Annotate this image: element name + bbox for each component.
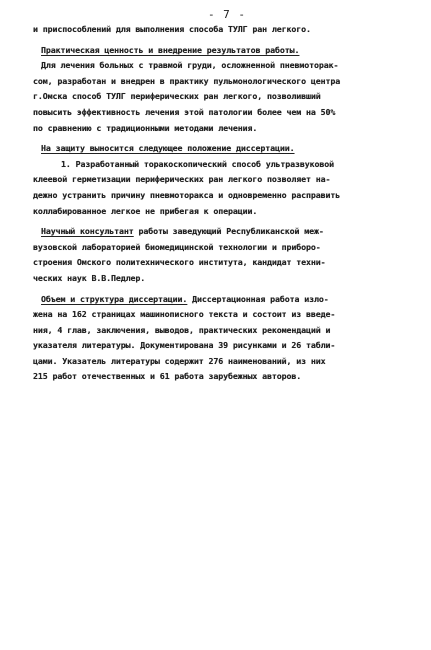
text-line bbox=[33, 307, 411, 323]
text-line bbox=[33, 141, 411, 157]
text-line bbox=[33, 74, 411, 90]
text-segment: Для лечения больных с травмой груди, осложненной пневмоторак- bbox=[41, 60, 339, 71]
text-line bbox=[33, 224, 411, 240]
text-segment: и приспособлений для выполнения способа ТУЛГ ран легкого. bbox=[33, 24, 311, 34]
text-segment: ческих наук В.В.Педлер. bbox=[33, 272, 146, 283]
page-number: - 7 - bbox=[207, 8, 247, 21]
text-segment: работы заведующий Республиканской меж- bbox=[133, 226, 324, 237]
text-segment: дежно устранить причину пневмоторакса и одновременно расправить bbox=[33, 189, 341, 200]
paragraph bbox=[33, 22, 411, 38]
text-line bbox=[33, 58, 411, 74]
text-segment: сом, разработан и внедрен в практику пульмонологического центра bbox=[33, 75, 341, 86]
text-line bbox=[33, 255, 411, 271]
text-segment: строения Омского политехнического института, кандидат техни- bbox=[33, 257, 326, 268]
text-line bbox=[33, 354, 411, 370]
text-segment: указателя литературы. Документирована 39 рисунками и 26 табли- bbox=[33, 340, 336, 351]
paragraph bbox=[33, 43, 411, 137]
paragraph bbox=[33, 141, 411, 219]
underlined-heading: Научный консультант bbox=[41, 226, 134, 237]
underlined-heading: Практическая ценность и внедрение результатов работы. bbox=[41, 44, 300, 55]
text-segment: клеевой герметизации периферических ран легкого позволяет на- bbox=[33, 174, 331, 185]
document-body bbox=[33, 22, 411, 385]
text-line bbox=[33, 292, 411, 308]
paragraph bbox=[33, 224, 411, 286]
underlined-heading: На защиту выносится следующее положение диссертации. bbox=[41, 143, 295, 154]
text-segment: цами. Указатель литературы содержит 276 наименований, из них bbox=[33, 355, 326, 366]
text-line bbox=[33, 22, 411, 38]
text-segment: 1. Разработанный торакоскопический способ ультразвуковой bbox=[61, 158, 335, 169]
text-line bbox=[33, 323, 411, 339]
text-line bbox=[33, 271, 411, 287]
text-line bbox=[33, 89, 411, 105]
text-segment: вузовской лабораторией биомедицинской технологии и приборо- bbox=[33, 241, 321, 252]
text-line bbox=[33, 43, 411, 59]
paragraph bbox=[33, 292, 411, 386]
text-line bbox=[33, 204, 411, 220]
underlined-heading: Объем и структура диссертации. bbox=[41, 293, 188, 304]
text-segment: 215 работ отечественных и 61 работа зарубежных авторов. bbox=[33, 371, 302, 382]
text-segment: ния, 4 глав, заключения, выводов, практических рекомендаций и bbox=[33, 324, 331, 335]
text-line bbox=[33, 240, 411, 256]
text-line bbox=[33, 121, 411, 137]
text-segment: Диссертационная работа изло- bbox=[187, 293, 329, 304]
text-line bbox=[33, 172, 411, 188]
text-segment: повысить эффективность лечения этой патологии более чем на 50% bbox=[33, 106, 336, 117]
text-line bbox=[33, 157, 411, 173]
text-segment: жена на 162 страницах машинописного текста и состоит из введе- bbox=[33, 309, 336, 320]
text-line bbox=[33, 369, 411, 385]
text-line bbox=[33, 338, 411, 354]
text-line bbox=[33, 105, 411, 121]
text-line bbox=[33, 188, 411, 204]
text-segment: по сравнению с традиционными методами лечения. bbox=[33, 122, 258, 133]
text-segment: коллабированное легкое не прибегая к операции. bbox=[33, 205, 258, 216]
text-segment: г.Омска способ ТУЛГ периферических ран легкого, позволивший bbox=[33, 91, 321, 102]
